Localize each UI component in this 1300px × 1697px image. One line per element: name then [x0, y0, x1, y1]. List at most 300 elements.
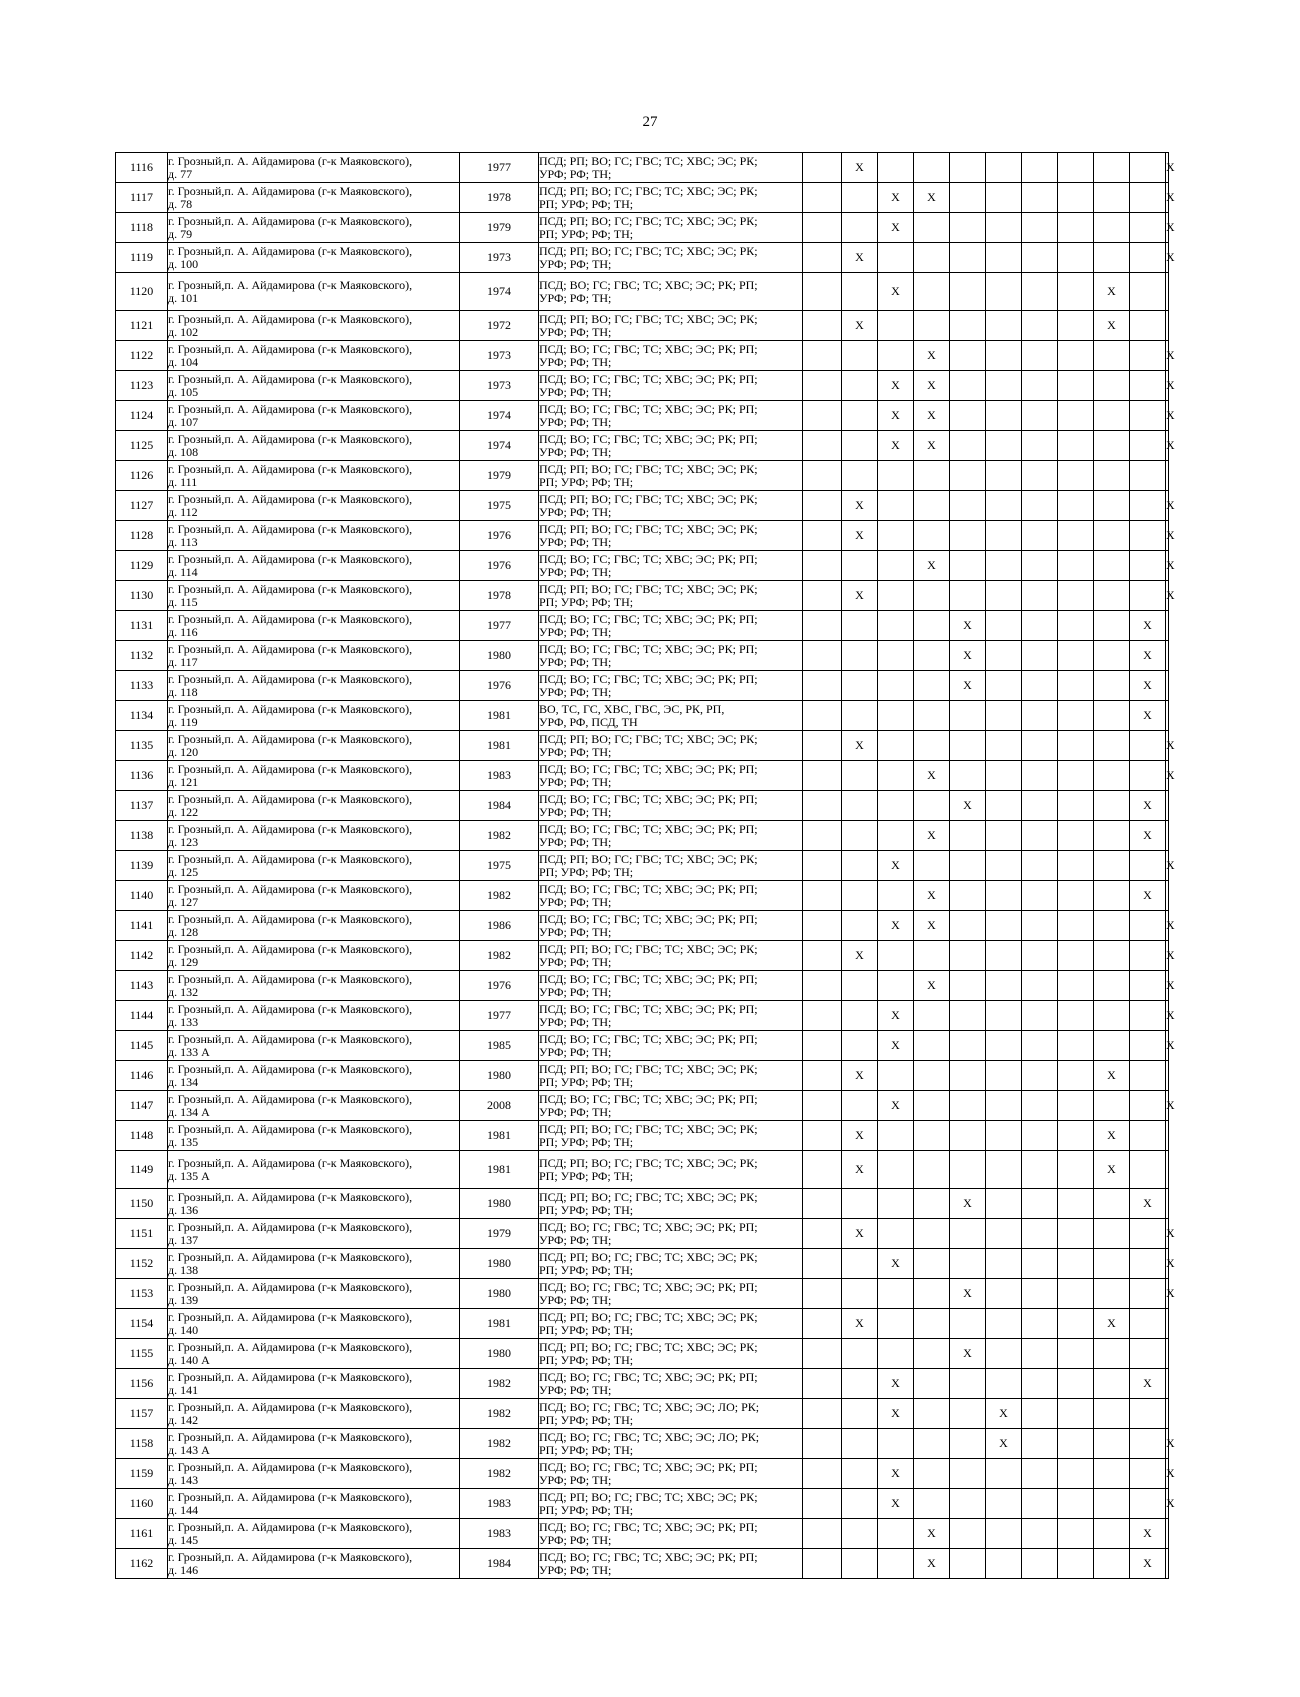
mark-cell	[1130, 371, 1166, 401]
address-house: д. 108	[168, 444, 199, 459]
row-number: 1119	[116, 243, 168, 273]
mark-cell	[878, 1189, 914, 1219]
mark-cell: X	[914, 1519, 950, 1549]
address-house: д. 140 А	[168, 1352, 210, 1367]
mark-cell	[950, 1061, 986, 1091]
address-house: д. 104	[168, 354, 199, 369]
services-line-2: УРФ; РФ; ТН;	[539, 324, 612, 339]
services-line-2: РП; УРФ; РФ; ТН;	[539, 1322, 634, 1337]
mark-cell	[842, 821, 878, 851]
mark-cell	[950, 401, 986, 431]
mark-cell	[803, 1061, 842, 1091]
mark-cell	[842, 183, 878, 213]
mark-cell	[1058, 611, 1094, 641]
address-cell	[168, 311, 460, 341]
mark-cell	[986, 243, 1022, 273]
address-house: д. 105	[168, 384, 199, 399]
table-row	[116, 1339, 1169, 1369]
mark-cell	[1022, 153, 1058, 183]
address-cell	[168, 1189, 460, 1219]
services-line-1: ПСД; ВО; ГС; ГВС; ТС; ХВС; ЭС; РК; РП;	[539, 972, 758, 986]
mark-cell: X	[914, 401, 950, 431]
mark-cell	[1058, 881, 1094, 911]
build-year: 1973	[460, 371, 539, 401]
mark-cell	[1058, 1001, 1094, 1031]
mark-cell: X	[1166, 851, 1169, 881]
mark-cell	[878, 461, 914, 491]
mark-cell	[1094, 461, 1130, 491]
address-street: г. Грозный,п. А. Айдамирова (г-к Маяковского),	[168, 942, 413, 956]
mark-cell	[1130, 551, 1166, 581]
address-cell	[168, 971, 460, 1001]
mark-cell	[842, 213, 878, 243]
mark-cell	[1058, 1031, 1094, 1061]
table-row	[116, 1309, 1169, 1339]
mark-cell	[1130, 1399, 1166, 1429]
mark-cell	[986, 1001, 1022, 1031]
services-line-1: ПСД; ВО; ГС; ГВС; ТС; ХВС; ЭС; РК; РП;	[539, 672, 758, 686]
mark-cell	[803, 911, 842, 941]
mark-cell: X	[878, 1369, 914, 1399]
mark-cell	[950, 491, 986, 521]
address-cell	[168, 521, 460, 551]
mark-cell	[1130, 153, 1166, 183]
mark-cell	[1058, 1369, 1094, 1399]
mark-cell	[803, 761, 842, 791]
mark-cell	[986, 1279, 1022, 1309]
address-cell	[168, 1549, 460, 1579]
mark-cell	[878, 1519, 914, 1549]
address-cell	[168, 1309, 460, 1339]
mark-cell: X	[1166, 1429, 1169, 1459]
mark-cell: X	[1130, 641, 1166, 671]
address-street: г. Грозный,п. А. Айдамирова (г-к Маяковского),	[168, 1520, 413, 1534]
services-cell	[539, 911, 803, 941]
mark-cell	[803, 1429, 842, 1459]
row-number: 1130	[116, 581, 168, 611]
mark-cell	[1130, 941, 1166, 971]
mark-cell	[950, 851, 986, 881]
mark-cell	[950, 1309, 986, 1339]
mark-cell	[1130, 521, 1166, 551]
address-street: г. Грозный,п. А. Айдамирова (г-к Маяковского),	[168, 642, 413, 656]
table-row	[116, 153, 1169, 183]
build-year: 1986	[460, 911, 539, 941]
address-street: г. Грозный,п. А. Айдамирова (г-к Маяковского),	[168, 852, 413, 866]
mark-cell	[878, 341, 914, 371]
mark-cell	[842, 1031, 878, 1061]
services-line-1: ПСД; РП; ВО; ГС; ГВС; ТС; ХВС; ЭС; РК;	[539, 1190, 758, 1204]
mark-cell	[1094, 1189, 1130, 1219]
services-cell	[539, 243, 803, 273]
mark-cell	[950, 1091, 986, 1121]
services-cell	[539, 311, 803, 341]
mark-cell: X	[842, 1121, 878, 1151]
mark-cell	[986, 153, 1022, 183]
table-row	[116, 641, 1169, 671]
mark-cell	[950, 461, 986, 491]
mark-cell: X	[914, 341, 950, 371]
mark-cell: X	[914, 431, 950, 461]
mark-cell	[1130, 1091, 1166, 1121]
services-line-1: ПСД; ВО; ГС; ГВС; ТС; ХВС; ЭС; РК; РП;	[539, 552, 758, 566]
mark-cell	[950, 971, 986, 1001]
services-line-2: РП; УРФ; РФ; ТН;	[539, 1202, 634, 1217]
mark-cell	[1022, 761, 1058, 791]
row-number: 1145	[116, 1031, 168, 1061]
mark-cell	[914, 1001, 950, 1031]
services-line-2: РП; УРФ; РФ; ТН;	[539, 1074, 634, 1089]
services-line-2: РП; УРФ; РФ; ТН;	[539, 864, 634, 879]
mark-cell	[1058, 1091, 1094, 1121]
mark-cell: X	[1166, 401, 1169, 431]
mark-cell: X	[1166, 243, 1169, 273]
mark-cell	[986, 341, 1022, 371]
mark-cell	[1130, 1031, 1166, 1061]
mark-cell	[842, 341, 878, 371]
mark-cell: X	[1130, 1519, 1166, 1549]
address-house: д. 113	[168, 534, 198, 549]
services-cell	[539, 641, 803, 671]
mark-cell	[803, 1339, 842, 1369]
mark-cell	[986, 1031, 1022, 1061]
table-row	[116, 941, 1169, 971]
address-street: г. Грозный,п. А. Айдамирова (г-к Маяковского),	[168, 1310, 413, 1324]
address-cell	[168, 491, 460, 521]
mark-cell	[950, 581, 986, 611]
address-street: г. Грозный,п. А. Айдамирова (г-к Маяковского),	[168, 492, 413, 506]
address-cell	[168, 1219, 460, 1249]
mark-cell	[1166, 1339, 1169, 1369]
build-year: 1979	[460, 1219, 539, 1249]
mark-cell	[1094, 611, 1130, 641]
mark-cell: X	[878, 273, 914, 311]
mark-cell	[1022, 371, 1058, 401]
mark-cell	[1022, 821, 1058, 851]
mark-cell: X	[878, 911, 914, 941]
services-cell	[539, 1489, 803, 1519]
services-cell	[539, 521, 803, 551]
mark-cell: X	[986, 1429, 1022, 1459]
mark-cell	[914, 1399, 950, 1429]
row-number: 1143	[116, 971, 168, 1001]
build-year: 1981	[460, 1151, 539, 1189]
address-cell	[168, 431, 460, 461]
services-line-2: УРФ; РФ; ТН;	[539, 1382, 612, 1397]
row-number: 1137	[116, 791, 168, 821]
services-line-2: РП; УРФ; РФ; ТН;	[539, 594, 634, 609]
mark-cell	[950, 701, 986, 731]
services-line-1: ПСД; РП; ВО; ГС; ГВС; ТС; ХВС; ЭС; РК;	[539, 312, 758, 326]
mark-cell	[1130, 341, 1166, 371]
address-house: д. 146	[168, 1562, 199, 1577]
row-number: 1148	[116, 1121, 168, 1151]
mark-cell	[1130, 911, 1166, 941]
mark-cell	[878, 611, 914, 641]
mark-cell	[914, 641, 950, 671]
address-cell	[168, 213, 460, 243]
services-line-1: ПСД; РП; ВО; ГС; ГВС; ТС; ХВС; ЭС; РК;	[539, 244, 758, 258]
mark-cell	[914, 1031, 950, 1061]
address-house: д. 140	[168, 1322, 199, 1337]
mark-cell	[986, 701, 1022, 731]
address-house: д. 142	[168, 1412, 199, 1427]
mark-cell	[1130, 1151, 1166, 1189]
mark-cell: X	[1166, 1031, 1169, 1061]
mark-cell: X	[842, 731, 878, 761]
mark-cell	[1130, 731, 1166, 761]
address-street: г. Грозный,п. А. Айдамирова (г-к Маяковского),	[168, 1092, 413, 1106]
address-cell	[168, 611, 460, 641]
mark-cell	[950, 761, 986, 791]
mark-cell	[914, 611, 950, 641]
row-number: 1157	[116, 1399, 168, 1429]
row-number: 1156	[116, 1369, 168, 1399]
mark-cell	[986, 1369, 1022, 1399]
row-number: 1138	[116, 821, 168, 851]
services-line-2: РП; УРФ; РФ; ТН;	[539, 196, 634, 211]
mark-cell	[1130, 273, 1166, 311]
table-row	[116, 1121, 1169, 1151]
services-line-1: ПСД; ВО; ГС; ГВС; ТС; ХВС; ЭС; РК; РП;	[539, 642, 758, 656]
mark-cell	[842, 1519, 878, 1549]
mark-cell	[1094, 401, 1130, 431]
address-cell	[168, 881, 460, 911]
services-line-1: ПСД; ВО; ГС; ГВС; ТС; ХВС; ЭС; РК; РП;	[539, 402, 758, 416]
address-house: д. 101	[168, 290, 199, 305]
mark-cell: X	[842, 1219, 878, 1249]
mark-cell	[803, 1309, 842, 1339]
address-street: г. Грозный,п. А. Айдамирова (г-к Маяковского),	[168, 1032, 413, 1046]
mark-cell	[1058, 341, 1094, 371]
mark-cell: X	[1094, 1309, 1130, 1339]
build-year: 1982	[460, 1459, 539, 1489]
mark-cell	[986, 491, 1022, 521]
build-year: 1974	[460, 431, 539, 461]
mark-cell	[986, 731, 1022, 761]
mark-cell	[803, 971, 842, 1001]
row-number: 1161	[116, 1519, 168, 1549]
mark-cell	[1094, 911, 1130, 941]
address-cell	[168, 1519, 460, 1549]
mark-cell	[1166, 671, 1169, 701]
mark-cell: X	[1130, 881, 1166, 911]
services-line-2: РП; УРФ; РФ; ТН;	[539, 1168, 634, 1183]
mark-cell	[986, 1339, 1022, 1369]
address-street: г. Грозный,п. А. Айдамирова (г-к Маяковского),	[168, 1370, 413, 1384]
services-line-1: ПСД; РП; ВО; ГС; ГВС; ТС; ХВС; ЭС; РК;	[539, 582, 758, 596]
mark-cell	[1166, 611, 1169, 641]
mark-cell	[803, 1249, 842, 1279]
mark-cell	[878, 491, 914, 521]
services-line-1: ПСД; РП; ВО; ГС; ГВС; ТС; ХВС; ЭС; РК;	[539, 1250, 758, 1264]
build-year: 1982	[460, 821, 539, 851]
mark-cell: X	[878, 183, 914, 213]
mark-cell	[1058, 581, 1094, 611]
mark-cell	[1058, 851, 1094, 881]
address-house: д. 112	[168, 504, 198, 519]
mark-cell	[803, 1459, 842, 1489]
table-row	[116, 851, 1169, 881]
mark-cell	[914, 1489, 950, 1519]
services-cell	[539, 791, 803, 821]
mark-cell	[803, 1279, 842, 1309]
services-line-2: УРФ; РФ; ТН;	[539, 624, 612, 639]
mark-cell	[1022, 1459, 1058, 1489]
mark-cell	[803, 1399, 842, 1429]
mark-cell	[1130, 971, 1166, 1001]
mark-cell	[1058, 761, 1094, 791]
mark-cell	[950, 1489, 986, 1519]
services-cell	[539, 1369, 803, 1399]
build-year: 1981	[460, 1121, 539, 1151]
address-cell	[168, 731, 460, 761]
build-year: 1980	[460, 1279, 539, 1309]
address-street: г. Грозный,п. А. Айдамирова (г-к Маяковского),	[168, 402, 413, 416]
mark-cell	[1022, 1001, 1058, 1031]
mark-cell	[1166, 1549, 1169, 1579]
row-number: 1160	[116, 1489, 168, 1519]
mark-cell	[878, 701, 914, 731]
mark-cell	[986, 611, 1022, 641]
mark-cell: X	[878, 431, 914, 461]
build-year: 1982	[460, 881, 539, 911]
mark-cell	[1022, 1091, 1058, 1121]
mark-cell	[842, 1429, 878, 1459]
mark-cell	[803, 671, 842, 701]
mark-cell	[1058, 1429, 1094, 1459]
build-year: 1979	[460, 213, 539, 243]
mark-cell: X	[1094, 1121, 1130, 1151]
mark-cell	[986, 311, 1022, 341]
mark-cell	[986, 1459, 1022, 1489]
build-year: 1975	[460, 851, 539, 881]
address-cell	[168, 761, 460, 791]
mark-cell	[914, 701, 950, 731]
mark-cell	[803, 521, 842, 551]
mark-cell	[842, 1249, 878, 1279]
address-house: д. 144	[168, 1502, 199, 1517]
row-number: 1117	[116, 183, 168, 213]
address-cell	[168, 1369, 460, 1399]
mark-cell	[803, 183, 842, 213]
mark-cell	[1094, 551, 1130, 581]
mark-cell	[1094, 371, 1130, 401]
mark-cell	[1130, 581, 1166, 611]
row-number: 1152	[116, 1249, 168, 1279]
mark-cell: X	[878, 851, 914, 881]
mark-cell	[1166, 1369, 1169, 1399]
build-year: 1980	[460, 1249, 539, 1279]
mark-cell	[842, 273, 878, 311]
build-year: 1981	[460, 731, 539, 761]
address-street: г. Грозный,п. А. Айдамирова (г-к Маяковского),	[168, 432, 413, 446]
mark-cell: X	[878, 371, 914, 401]
mark-cell	[950, 1399, 986, 1429]
mark-cell	[950, 371, 986, 401]
address-street: г. Грозный,п. А. Айдамирова (г-к Маяковского),	[168, 1460, 413, 1474]
address-cell	[168, 1459, 460, 1489]
row-number: 1159	[116, 1459, 168, 1489]
services-line-2: УРФ; РФ; ТН;	[539, 166, 612, 181]
services-line-1: ПСД; РП; ВО; ГС; ГВС; ТС; ХВС; ЭС; РК;	[539, 154, 758, 168]
table-row	[116, 1249, 1169, 1279]
address-cell	[168, 243, 460, 273]
services-cell	[539, 581, 803, 611]
mark-cell	[1022, 911, 1058, 941]
mark-cell	[1130, 1001, 1166, 1031]
services-line-1: ПСД; ВО; ГС; ГВС; ТС; ХВС; ЭС; РК; РП;	[539, 822, 758, 836]
mark-cell	[1094, 761, 1130, 791]
address-street: г. Грозный,п. А. Айдамирова (г-к Маяковского),	[168, 278, 413, 292]
table-row	[116, 581, 1169, 611]
services-cell	[539, 1031, 803, 1061]
services-cell	[539, 491, 803, 521]
address-cell	[168, 791, 460, 821]
services-line-1: ПСД; ВО; ГС; ГВС; ТС; ХВС; ЭС; РК; РП;	[539, 792, 758, 806]
address-cell	[168, 1061, 460, 1091]
mark-cell	[950, 1249, 986, 1279]
mark-cell	[842, 611, 878, 641]
mark-cell	[1130, 1429, 1166, 1459]
mark-cell	[914, 1189, 950, 1219]
mark-cell	[950, 1429, 986, 1459]
mark-cell	[803, 153, 842, 183]
mark-cell	[950, 1031, 986, 1061]
mark-cell	[1166, 1519, 1169, 1549]
row-number: 1142	[116, 941, 168, 971]
mark-cell	[914, 1279, 950, 1309]
services-line-1: ПСД; РП; ВО; ГС; ГВС; ТС; ХВС; ЭС; РК;	[539, 214, 758, 228]
address-house: д. 120	[168, 744, 199, 759]
build-year: 1975	[460, 491, 539, 521]
address-house: д. 145	[168, 1532, 199, 1547]
mark-cell	[1058, 701, 1094, 731]
address-cell	[168, 273, 460, 311]
mark-cell	[878, 521, 914, 551]
build-year: 1976	[460, 551, 539, 581]
mark-cell	[1094, 1459, 1130, 1489]
mark-cell	[842, 791, 878, 821]
mark-cell: X	[1166, 761, 1169, 791]
mark-cell	[878, 731, 914, 761]
row-number: 1141	[116, 911, 168, 941]
build-year: 1977	[460, 611, 539, 641]
address-house: д. 128	[168, 924, 199, 939]
mark-cell: X	[914, 551, 950, 581]
build-year: 1972	[460, 311, 539, 341]
row-number: 1116	[116, 153, 168, 183]
mark-cell	[1022, 881, 1058, 911]
mark-cell: X	[878, 1489, 914, 1519]
mark-cell	[914, 851, 950, 881]
mark-cell	[803, 1219, 842, 1249]
services-cell	[539, 971, 803, 1001]
row-number: 1129	[116, 551, 168, 581]
mark-cell	[842, 1001, 878, 1031]
row-number: 1123	[116, 371, 168, 401]
mark-cell	[803, 1519, 842, 1549]
row-number: 1154	[116, 1309, 168, 1339]
mark-cell	[914, 581, 950, 611]
services-line-1: ВО, ТС, ГС, ХВС, ГВС, ЭС, РК, РП,	[539, 702, 725, 716]
mark-cell	[1058, 401, 1094, 431]
mark-cell	[1130, 401, 1166, 431]
mark-cell	[842, 1489, 878, 1519]
build-year: 1983	[460, 1519, 539, 1549]
mark-cell	[1094, 491, 1130, 521]
table-row	[116, 1459, 1169, 1489]
